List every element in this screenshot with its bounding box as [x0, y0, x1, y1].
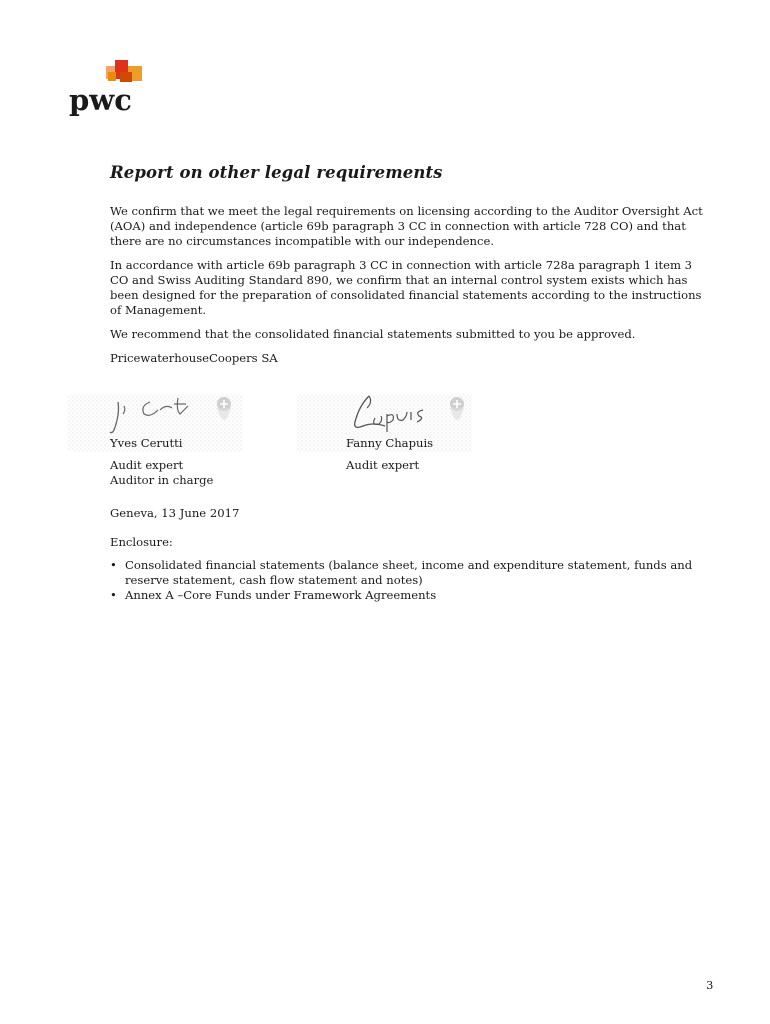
list-item	[110, 588, 700, 603]
pwc-logo-text: pwc	[69, 83, 132, 116]
firm-name: PricewaterhouseCoopers SA	[110, 351, 278, 365]
enclosure-label: Enclosure:	[110, 535, 173, 549]
list-item	[110, 558, 700, 588]
enclosure-list	[110, 558, 700, 603]
place-and-date: Geneva, 13 June 2017	[110, 506, 240, 520]
pwc-logo	[68, 58, 148, 116]
bullet-icon: •	[110, 588, 117, 602]
signatory-role: Audit expert	[346, 458, 420, 472]
enclosure-item-text: Annex A –Core Funds under Framework Agreements	[125, 588, 437, 602]
paragraph-internal-control: In accordance with article 69b paragraph 3 CC in connection with article 728a paragraph 1 item 3 CO and Swiss Auditing Standard 890, we confirm that an internal control system exists which has been designed for the preparation of consolidated financial statements according to the instructions of Management.	[110, 258, 702, 317]
signatory-role: Auditor in charge	[110, 473, 214, 487]
page-number: 3	[706, 978, 714, 992]
signatory-name: Fanny Chapuis	[346, 436, 434, 450]
paragraph-recommendation: We recommend that the consolidated financial statements submitted to you be approved.	[110, 327, 636, 341]
bullet-icon: •	[110, 558, 117, 572]
paragraph-independence: We confirm that we meet the legal requirements on licensing according to the Auditor Oversight Act (AOA) and independence (article 69b paragraph 3 CC in connection with article 728 CO) and that there are no circumstances incompatible with our independence.	[110, 204, 703, 248]
signatory-name: Yves Cerutti	[110, 436, 183, 450]
report-body	[110, 204, 710, 366]
signatory-right	[346, 436, 433, 473]
enclosure-item-text: Consolidated financial statements (balance sheet, income and expenditure statement, funds and reserve statement, cash flow statement and notes)	[125, 558, 693, 587]
signatory-role: Audit expert	[110, 458, 184, 472]
signatory-left	[110, 436, 213, 488]
report-title: Report on other legal requirements	[110, 163, 443, 182]
